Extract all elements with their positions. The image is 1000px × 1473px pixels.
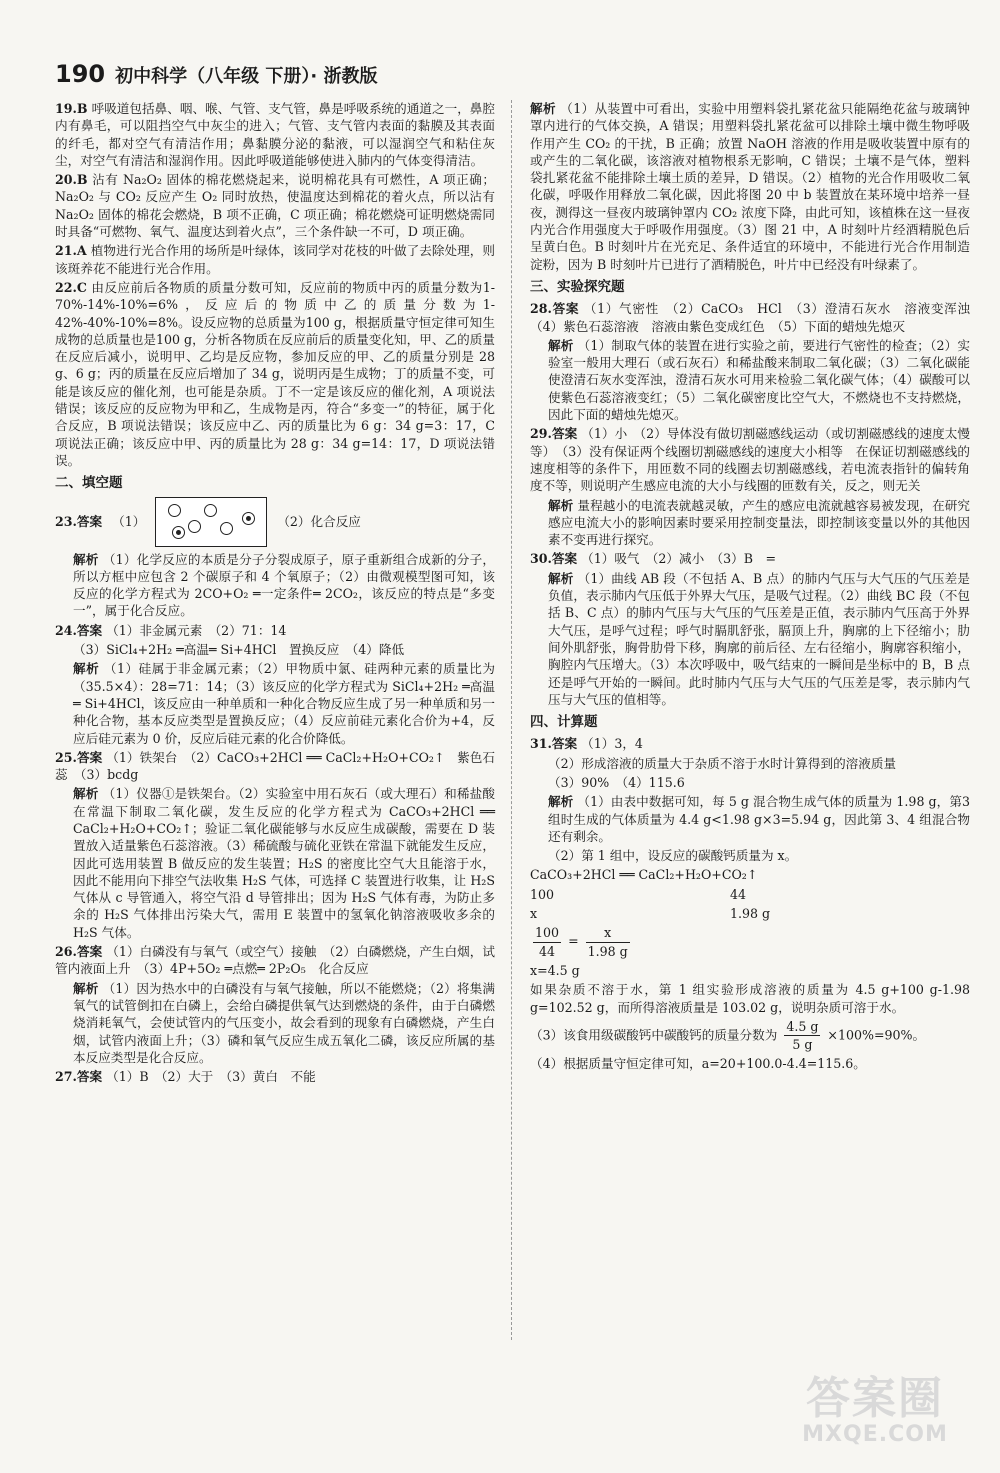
numerator: x <box>586 924 630 942</box>
analysis-24 <box>55 660 495 746</box>
analysis-26 <box>55 980 495 1066</box>
right-column <box>530 100 983 1350</box>
answer-31-part2: （2）形成溶液的质量大于杂质不溶于水时计算得到的溶液质量 <box>548 755 897 771</box>
question-number: 19.B <box>55 101 88 116</box>
answer-text: （1）非金属元素 （2）71：14 <box>106 622 287 638</box>
analysis-text: （1）因为热水中的白磷没有与氧气接触，所以不能燃烧；（2）将集满氧气的试管倒扣在白磷上，会给白磷提供氧气达到燃烧的条件，由于白磷燃烧消耗氧气，会使试管内的气压变小，故会看到的现象有白磷燃烧，产生白烟，试管内液面上升；（3）磷和氧气反应生成五氧化二磷，该反应所属的基本反应类型是化合反应。 <box>73 980 495 1065</box>
answer-part: （2）化合反应 <box>277 513 361 529</box>
analysis-text: （1）仪器①是铁架台。（2）实验室中用石灰石（或大理石）和稀盐酸在常温下制取二氧化碳，发生反应的化学方程式为 CaCO₃+2HCl ══ CaCl₂+H₂O+CO₂↑；验证二氧化碳能够与水反应生成碳酸，需要在 D 装置放入适量紫色石蕊溶液。（3）稀硫酸与硫化亚铁在常温下就能发生反应，因此可选用装置 B 做反应的发生装置；H₂S 的密度比空气大且能溶于水，因此不能用向下排空气法收集 H₂S 气体，可选择 C 装置进行收集，让 H₂S 气体从 c 导管通入，将空气沿 d 导管排出；因为 H₂S 气体有毒，为防止多余的 H₂S 气体排出污染大气，需用 E 装置中的氢氧化钠溶液吸收多余的 H₂S 气体。 <box>73 786 495 940</box>
analysis-text: （1）硅属于非金属元素；（2）甲物质中氯、硅两种元素的质量比为（35.5×4）：28=71：14；（3）该反应的化学方程式为 SiCl₄+2H₂ ═高温═ Si+4HCl，该反应由一种单质和一种化合物反应生成了另一种单质和另一种化合物，基本反应类型是置换反应；（4）反应前硅元素化合价为+4，反应后硅元素为 0 价，反应后硅元素的化合价降低。 <box>73 661 495 746</box>
analysis-31-conservation: （4）根据质量守恒定律可知，a=20+100.0-4.4=115.6。 <box>530 1056 866 1072</box>
question-29 <box>530 425 970 494</box>
answer-text: （1）3，4 <box>581 736 643 752</box>
answer-text: （1）铁架台 （2）CaCO₃+2HCl ══ CaCl₂+H₂O+CO₂↑ 紫色石蕊 （3）bcdg <box>55 749 496 783</box>
analysis-label: 解析 <box>530 101 556 116</box>
column-divider <box>511 100 512 1340</box>
question-23 <box>55 497 495 547</box>
oxygen-atom <box>220 522 233 535</box>
analysis-text: （3）该食用级碳酸钙中碳酸钙的质量分数为 <box>530 1027 778 1043</box>
analysis-label: 解析 <box>73 661 100 677</box>
analysis-29 <box>530 497 970 549</box>
analysis-text: （1）由表中数据可知，每 5 g 混合物生成气体的质量为 1.98 g，第3组时生成的气体质量为 4.4 g<1.98 g×3=5.94 g，因此第 3、4 组混合物还有剩余。 <box>548 794 970 844</box>
question-number: 30.答案 <box>530 551 578 567</box>
answer-text: （1）B （2）大于 （3）黄白 不能 <box>106 1069 316 1085</box>
analysis-text: （1）曲线 AB 段（不包括 A、B 点）的肺内气压与大气压的气压差是负值，表示肺内气压低于外界大气压，是吸气过程。（2）曲线 BC 段（不包括 B、C 点）的肺内气压与大气压的气压差是正值，表示肺内气压高于外界大气压，是呼气过程；呼气时膈肌舒张，膈顶上升，胸廓的上下径缩小；肋间外肌舒张，胸骨肋骨下移，胸廓的前后径、左右径缩小，胸廓容积缩小，胸腔内气压增大。（3）本次呼吸中，吸气结束的一瞬间是坐标中的 B，B 点还是呼气开始的一瞬间。此时肺内气压与大气压的气压差是零，表示肺内气压与大气压的值相等。 <box>548 570 970 707</box>
section-heading: 二、填空题 <box>55 475 123 492</box>
analysis-25 <box>55 785 495 941</box>
question-20 <box>55 171 495 240</box>
section-heading: 四、计算题 <box>530 714 598 731</box>
equals-sign: = <box>568 933 579 949</box>
answer-text: （1）吸气 （2）减小 （3）B = <box>581 551 777 567</box>
question-number: 27.答案 <box>55 1069 103 1085</box>
question-27 <box>55 1068 495 1085</box>
stoichiometry-grid <box>530 886 970 923</box>
question-25 <box>55 749 495 784</box>
fraction <box>533 924 561 960</box>
analysis-label: 解析 <box>73 786 99 802</box>
calc-cell: 1.98 g <box>730 906 771 922</box>
numerator: 100 <box>533 924 561 942</box>
question-number: 23.答案 <box>55 513 103 529</box>
denominator: 1.98 g <box>587 943 628 959</box>
analysis-text: （1）化学反应的本质是分子分裂成原子，原子重新组合成新的分子，所以方框中应包含 2 个碳原子和 4 个氧原子；（2）由微观模型图可知，该反应的化学方程式为 2CO+O₂ ═一定条件═ 2CO₂，该反应的特点是“多变一”，属于化合反应。 <box>73 551 496 619</box>
site-watermark <box>780 1375 970 1455</box>
analysis-label: 解析 <box>548 570 574 586</box>
answer-text: 由反应前后各物质的质量分数可知，反应前的物质中丙的质量分数为1-70%-14%-10%=6%，反应后的物质中乙的质量分数为1-42%-40%-10%=8%。设反应物的总质量为100 g，根据质量守恒定律可知生成物的总质量也是100 g，分析各物质在反应前后的质量变化知，甲、乙的质量在反应后减小，说明甲、乙均是反应物，参加反应的甲、乙的质量分别是 28 g、6 g；丙的质量在反应后增加了 34 g，说明丙是生成物；丁的质量不变，可能是该反应的催化剂，也可能是杂质。丁不一定是该反应的催化剂，A 项说法错误；该反应的反应物为甲和乙，生成物是丙，符合“多变一”的特征，属于化合反应，B 项说法错误；该反应中乙、丙的质量比为 6 g：34 g=3：17，C 项说法正确；该反应中甲、丙的质量比为 28 g：34 g=14：17，D 项说法错误。 <box>55 279 495 468</box>
analysis-text: 量程越小的电流表就越灵敏，产生的感应电流就越容易被发现，在研究感应电流大小的影响因素时要采用控制变量法，即控制该变量以外的其他因素不变再进行探究。 <box>548 497 971 548</box>
page-number: 190 <box>55 60 106 88</box>
answer-31-part3: （3）90% （4）115.6 <box>548 774 685 790</box>
question-number: 20.B <box>55 172 88 188</box>
analysis-text: （1）从装置中可看出，实验中用塑料袋扎紧花盆只能隔绝花盆与玻璃钟罩内进行的气体交换，A 错误；用塑料袋扎紧花盆可以排除土壤中微生物呼吸作用产生 CO₂ 的干扰，B 正确；放置 NaOH 溶液的作用是吸收装置中原有的或产生的二氧化碳，该溶液对植物根系无影响，C 错误；土壤不是气体，塑料袋扎紧花盆不能排除土壤土质的差异，D 错误。（2）植物的光合作用吸收二氧化碳，呼吸作用释放二氧化碳，因此将图 20 中 b 装置放在某环境中培养一昼夜，测得这一昼夜内玻璃钟罩内 CO₂ 浓度下降，由此可知，该植株在这一昼夜内光合作用强度大于呼吸作用强度。（3）图 21 中，A 时刻叶片经酒精脱色后呈黄白色。B 时刻叶片在光充足、条件适宜的环境中，不能进行光合作用制造淀粉，因为 B 时刻叶片已进行了酒精脱色，叶片中已经没有叶绿素了。 <box>530 101 970 272</box>
question-number: 21.A <box>55 243 87 259</box>
analysis-label: 解析 <box>73 551 99 567</box>
analysis-30 <box>530 570 970 708</box>
question-31 <box>530 735 970 752</box>
calc-cell: x <box>530 906 538 922</box>
denominator: 44 <box>539 943 556 959</box>
answer-text: （1）气密性 （2）CaCO₃ HCl （3）澄清石灰水 溶液变浑浊 （4）紫色石蕊溶液 溶液由紫色变成红色 （5）下面的蜡烛先熄灭 <box>530 301 983 334</box>
calc-cell: 44 <box>730 886 747 902</box>
answer-text: （1）小 （2）导体没有做切割磁感线运动（或切割磁感线的速度太慢等） （3）没有保证两个线圈切割磁感线的速度大小相等 在保证切割磁感线的速度相等的条件下，用匝数不同的线圈去切割磁感线，若电流表指针的偏转角度不等，则说明产生感应电流的大小与线圈的匝数有关，反之，则无关 <box>530 426 970 494</box>
molecule-diagram <box>155 497 267 547</box>
analysis-label: 解析 <box>73 980 99 996</box>
question-21 <box>55 242 495 277</box>
watermark-logo-text: 答案圈 <box>806 1373 944 1424</box>
proportion-equation <box>530 924 970 960</box>
analysis-label: 解析 <box>548 794 574 810</box>
book-title: 初中科学（八年级 下册）· 浙教版 <box>115 66 378 87</box>
fraction <box>784 1018 820 1054</box>
analysis-31-setup: （2）第 1 组中，设反应的碳酸钙质量为 x。 <box>548 848 798 864</box>
question-19 <box>55 100 495 169</box>
analysis-28 <box>530 337 970 423</box>
question-28 <box>530 300 983 335</box>
question-number: 25.答案 <box>55 749 103 765</box>
question-number: 22.C <box>55 279 87 295</box>
watermark-url: MXQE.COM <box>802 1422 948 1447</box>
question-number: 26.答案 <box>55 944 103 960</box>
question-26 <box>55 943 495 978</box>
denominator: 5 g <box>792 1037 813 1053</box>
analysis-23 <box>55 551 495 620</box>
carbon-atom <box>242 512 255 525</box>
answer-text: 植物进行光合作用的场所是叶绿体，该同学对花枝的叶做了去除处理，则该斑养花不能进行光合作用。 <box>55 243 495 276</box>
carbon-atom <box>172 526 185 539</box>
left-column <box>55 100 495 1350</box>
section-heading: 三、实验探究题 <box>530 278 625 295</box>
analysis-31-percent <box>530 1018 970 1054</box>
x-result: x=4.5 g <box>530 962 580 978</box>
answer-text: （1）白磷没有与氧气（或空气）接触 （2）白磷燃烧，产生白烟，试管内液面上升 （3）4P+5O₂ ═点燃═ 2P₂O₅ 化合反应 <box>55 944 495 977</box>
analysis-label: 解析 <box>548 337 574 353</box>
answer-text: 沾有 Na₂O₂ 固体的棉花燃烧起来，说明棉花具有可燃性，A 项正确；Na₂O₂ 与 CO₂ 反应产生 O₂ 同时放热，使温度达到棉花的着火点，所以沾有 Na₂O₂ 固体的棉花会燃烧，B 项不正确，C 项正确；棉花燃烧可证明燃烧需同时具备“可燃物、氧气、温度达到着火点”，三个条件缺一不可，D 项正确。 <box>55 172 495 240</box>
chemical-equation: CaCO₃+2HCl ══ CaCl₂+H₂O+CO₂↑ <box>530 867 758 883</box>
answer-24-cont: （3）SiCl₄+2H₂ ═高温═ Si+4HCl 置换反应 （4）降低 <box>73 642 405 658</box>
oxygen-atom <box>204 504 217 517</box>
question-24 <box>55 622 495 639</box>
analysis-text: ×100%=90%。 <box>827 1027 926 1043</box>
analysis-text: （1）制取气体的装置在进行实验之前，要进行气密性的检查；（2）实验室一般用大理石（或石灰石）和稀盐酸来制取二氧化碳；（3）二氧化碳能使澄清石灰水变浑浊，澄清石灰水可用来检验二氧化碳气体；（4）碳酸可以使紫色石蕊溶液变红；（5）二氧化碳密度比空气大，不燃烧也不支持燃烧，因此下面的蜡烛先熄灭。 <box>548 337 970 423</box>
analysis-27 <box>530 100 970 273</box>
question-number: 31.答案 <box>530 736 578 752</box>
oxygen-atom <box>168 504 181 517</box>
analysis-31-solution: 如果杂质不溶于水，第 1 组实验形成溶液的质量为 4.5 g+100 g-1.98 g=102.52 g，而所得溶液质量是 103.02 g，说明杂质可溶于水。 <box>530 982 970 1015</box>
answer-text: 呼吸道包括鼻、咽、喉、气管、支气管，鼻是呼吸系统的通道之一，鼻腔内有鼻毛，可以阻挡空气中灰尘的进入；气管、支气管内表面的黏膜及其表面的纤毛，都对空气有清洁作用；鼻黏膜分泌的黏液，可以湿润空气和粘住灰尘，对空气有清洁和湿润作用。因此呼吸道能够使进入肺内的气体变得清洁。 <box>55 101 496 168</box>
question-30 <box>530 550 970 567</box>
analysis-label: 解析 <box>548 497 574 513</box>
analysis-31 <box>530 793 970 845</box>
answer-part-label: （1） <box>112 513 146 529</box>
fraction <box>586 924 630 960</box>
oxygen-atom <box>188 520 201 533</box>
question-22 <box>55 279 495 469</box>
calc-cell: 100 <box>530 886 555 902</box>
numerator: 4.5 g <box>784 1018 820 1036</box>
question-number: 24.答案 <box>55 622 103 638</box>
question-number: 29.答案 <box>530 426 578 442</box>
question-number: 28.答案 <box>530 301 580 317</box>
page-header <box>55 60 377 90</box>
